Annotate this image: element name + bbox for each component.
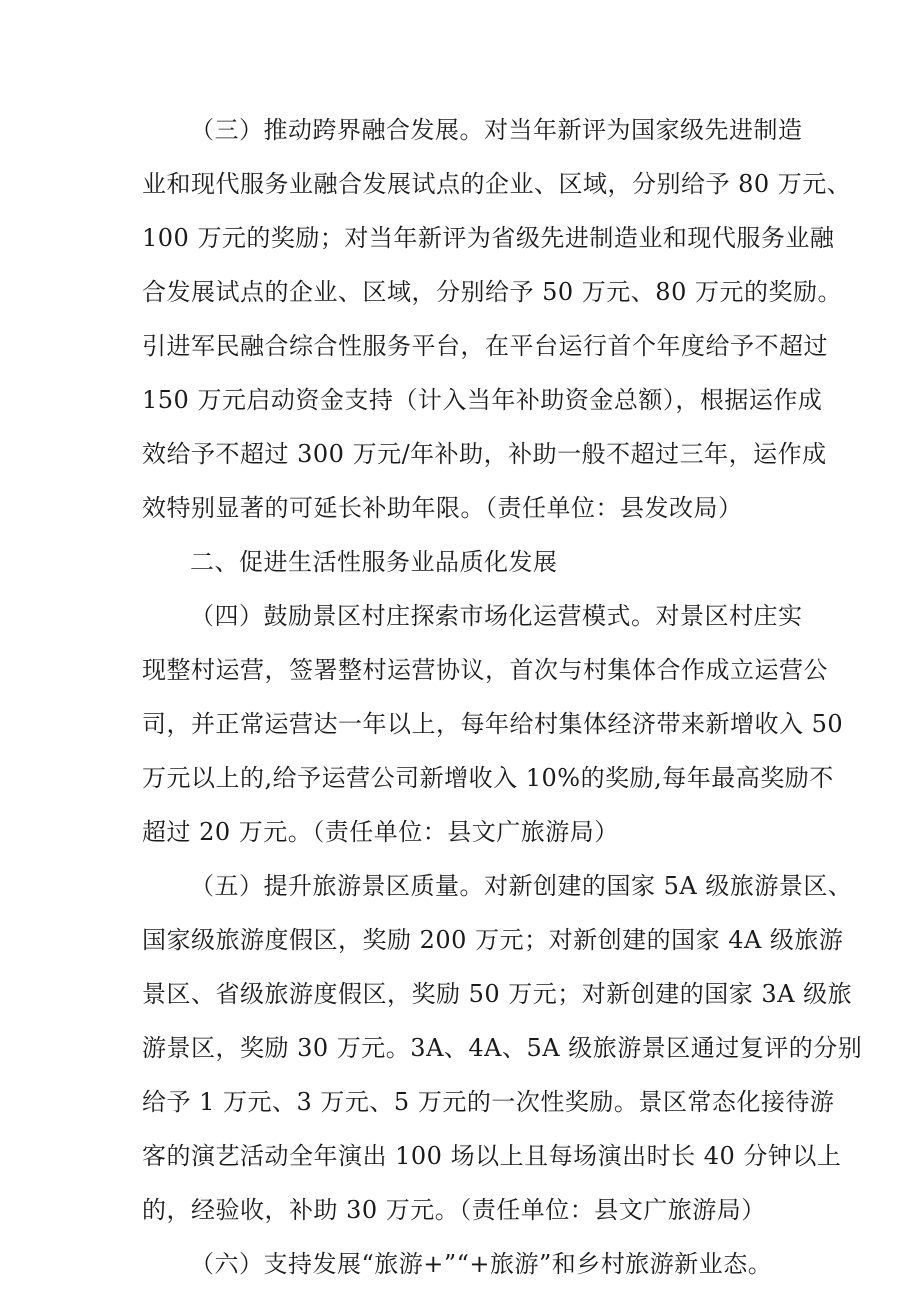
paragraph-4-line-2: 现整村运营，签署整村运营协议，首次与村集体合作成立运营公 <box>142 656 828 684</box>
paragraph-3-line-4: 合发展试点的企业、区域，分别给予 50 万元、80 万元的奖励。 <box>142 278 842 306</box>
paragraph-3-line-2: 业和现代服务业融合发展试点的企业、区域，分别给予 80 万元、 <box>142 170 852 198</box>
paragraph-3-line-5: 引进军民融合综合性服务平台，在平台运行首个年度给予不超过 <box>142 332 828 360</box>
paragraph-3-line-8: 效特别显著的可延长补助年限。（责任单位：县发改局） <box>142 494 743 522</box>
paragraph-5-line-3: 景区、省级旅游度假区，奖励 50 万元；对新创建的国家 3A 级旅 <box>142 980 853 1008</box>
paragraph-4-line-3: 司，并正常运营达一年以上，每年给村集体经济带来新增收入 50 <box>142 710 844 738</box>
paragraph-3-line-6: 150 万元启动资金支持（计入当年补助资金总额），根据运作成 <box>142 386 823 414</box>
paragraph-6-line-1: （六）支持发展“旅游+”“+旅游”和乡村旅游新业态。 <box>190 1250 773 1278</box>
paragraph-4-line-4: 万元以上的,给予运营公司新增收入 10%的奖励,每年最高奖励不 <box>142 764 834 792</box>
paragraph-4-line-5: 超过 20 万元。（责任单位：县文广旅游局） <box>142 818 619 846</box>
section-heading: 二、促进生活性服务业品质化发展 <box>190 548 558 576</box>
paragraph-5-line-2: 国家级旅游度假区，奖励 200 万元；对新创建的国家 4A 级旅游 <box>142 926 844 954</box>
paragraph-5-line-1: （五）提升旅游景区质量。对新创建的国家 5A 级旅游景区、 <box>190 872 853 900</box>
paragraph-3-line-3: 100 万元的奖励；对当年新评为省级先进制造业和现代服务业融 <box>142 224 835 252</box>
paragraph-4-line-1: （四）鼓励景区村庄探索市场化运营模式。对景区村庄实 <box>190 602 803 630</box>
paragraph-5-line-5: 给予 1 万元、3 万元、5 万元的一次性奖励。景区常态化接待游 <box>142 1088 835 1116</box>
paragraph-5-line-7: 的，经验收，补助 30 万元。（责任单位：县文广旅游局） <box>142 1196 766 1224</box>
paragraph-5-line-4: 游景区，奖励 30 万元。3A、4A、5A 级旅游景区通过复评的分别 <box>142 1034 863 1062</box>
paragraph-5-line-6: 客的演艺活动全年演出 100 场以上且每场演出时长 40 分钟以上 <box>142 1142 842 1170</box>
paragraph-3-line-1: （三）推动跨界融合发展。对当年新评为国家级先进制造 <box>190 116 803 144</box>
paragraph-3-line-7: 效给予不超过 300 万元/年补助，补助一般不超过三年，运作成 <box>142 440 827 468</box>
